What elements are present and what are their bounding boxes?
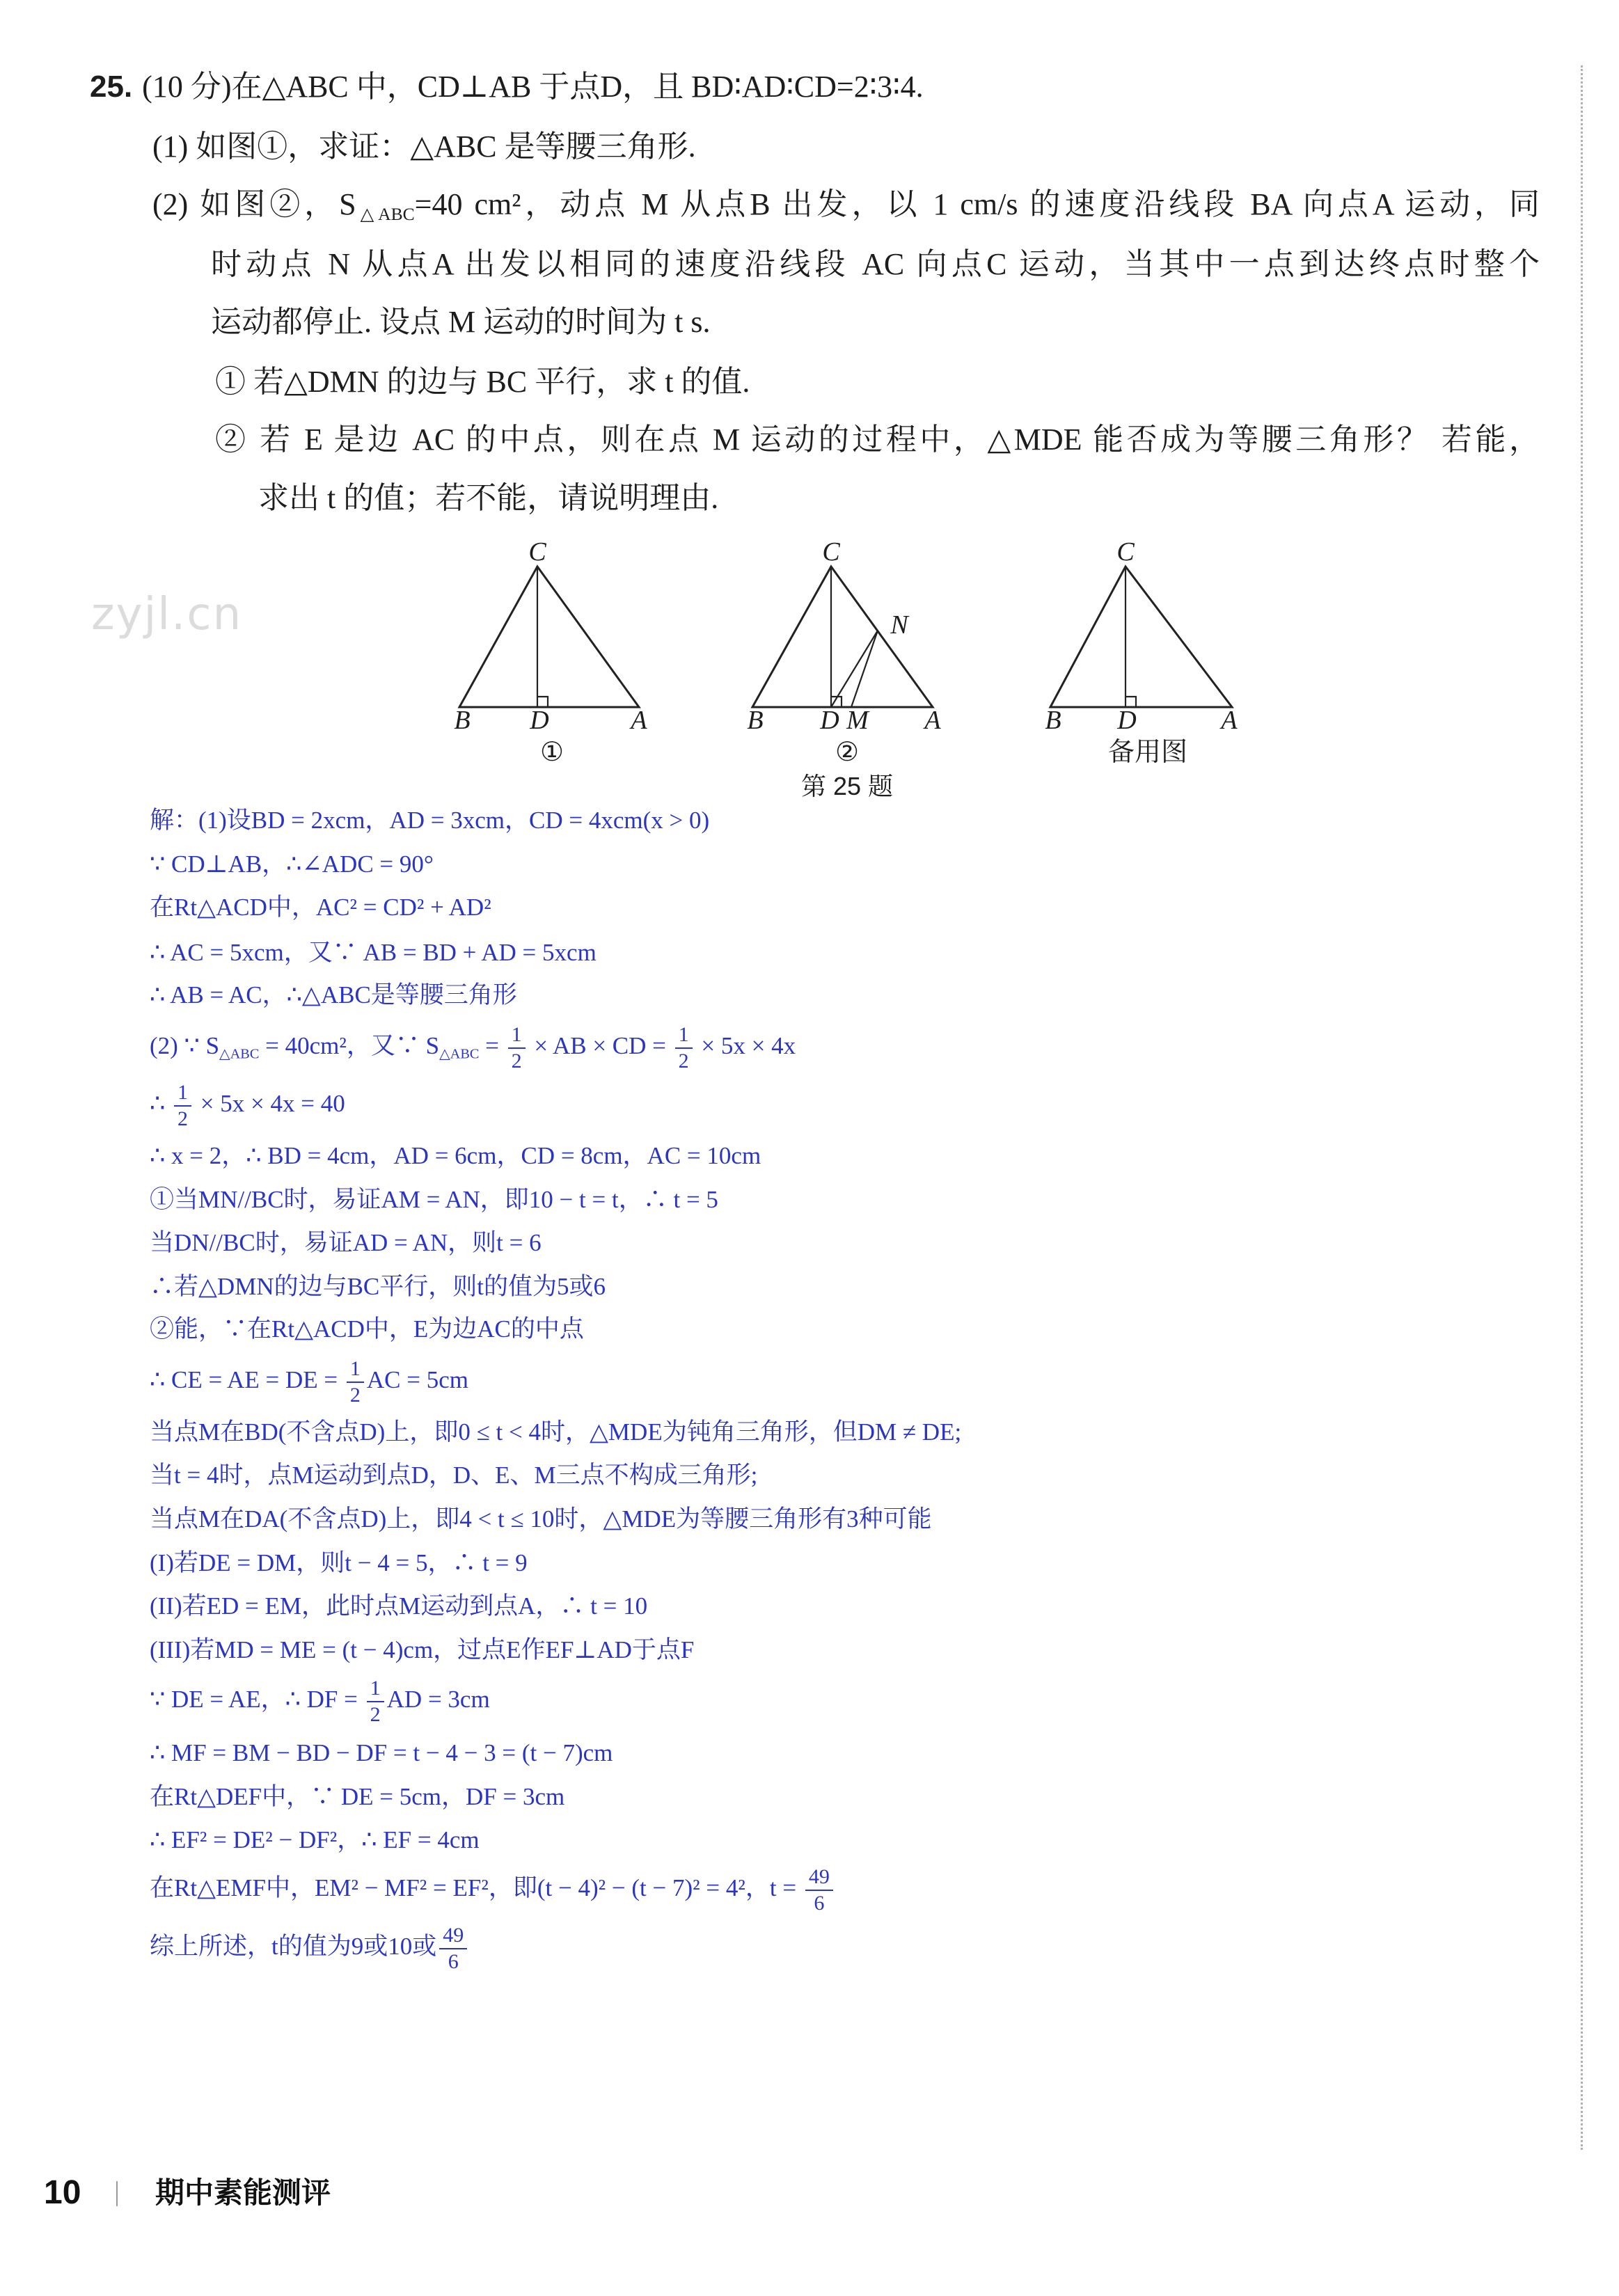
solution-text: ∴ bbox=[150, 1090, 172, 1117]
solution-text: × AB × CD = bbox=[528, 1032, 672, 1059]
fraction-denominator: 6 bbox=[814, 1891, 825, 1915]
problem-part2-line1 bbox=[152, 185, 1540, 224]
problem-part2-line3: 运动都停止. 设点 M 运动的时间为 t s. bbox=[211, 305, 711, 339]
solution-line-14: 当点M在BD(不含点D)上，即0 ≤ t < 4时，△MDE为钝角三角形，但DM ≠ DE; bbox=[150, 1418, 962, 1446]
solution-line-18: (II)若ED = EM，此时点M运动到点A，∴ t = 10 bbox=[150, 1592, 648, 1620]
solution-line-5: ∴ AB = AC，∴△ABC是等腰三角形 bbox=[150, 981, 517, 1008]
label-d: D bbox=[820, 706, 839, 735]
problem-part1: (1) 如图①，求证：△ABC 是等腰三角形. bbox=[152, 129, 696, 164]
fraction bbox=[508, 1024, 526, 1072]
solution-line-7 bbox=[150, 1076, 345, 1132]
label-d: D bbox=[1117, 706, 1137, 735]
solution-line-8: ∴ x = 2，∴ BD = 4cm，AD = 6cm，CD = 8cm，AC = 10cm bbox=[150, 1142, 761, 1169]
fraction bbox=[439, 1925, 467, 1972]
solution-line-4: ∴ AC = 5xcm，又∵ AB = BD + AD = 5xcm bbox=[150, 939, 597, 966]
fraction-numerator: 1 bbox=[367, 1678, 384, 1702]
triangle-abc bbox=[459, 567, 639, 707]
solution-line-15: 当t = 4时，点M运动到点D，D、E、M三点不构成三角形; bbox=[150, 1462, 758, 1489]
solution-line-13 bbox=[150, 1352, 468, 1408]
fraction-numerator: 1 bbox=[508, 1024, 526, 1049]
solution-line-11: ∴若△DMN的边与BC平行，则t的值为5或6 bbox=[150, 1273, 606, 1300]
page-number: 10 bbox=[44, 2174, 81, 2211]
solution-line-6 bbox=[150, 1018, 796, 1082]
margin-dotted-rule bbox=[1581, 65, 1583, 2150]
solution-line-17: (I)若DE = DM，则t − 4 = 5，∴ t = 9 bbox=[150, 1549, 528, 1576]
solution-text: = 40cm²，又∵ S bbox=[259, 1032, 440, 1059]
problem-intro: (10 分)在△ABC 中，CD⊥AB 于点D，且 BD∶AD∶CD=2∶3∶4. bbox=[142, 70, 924, 104]
label-c: C bbox=[1116, 537, 1135, 567]
footer-divider bbox=[116, 2181, 118, 2206]
label-b: B bbox=[1045, 706, 1061, 735]
triangle-abc bbox=[1050, 567, 1232, 707]
fraction-denominator: 2 bbox=[511, 1049, 522, 1072]
figure-25 bbox=[418, 529, 1295, 807]
solution-text: AC = 5cm bbox=[366, 1366, 468, 1393]
solution-line-10: 当DN//BC时，易证AD = AN，则t = 6 bbox=[150, 1229, 542, 1256]
label-a: A bbox=[1221, 706, 1238, 735]
label-a: A bbox=[631, 706, 647, 735]
solution-line-20 bbox=[150, 1672, 490, 1727]
solution-text: AD = 3cm bbox=[386, 1686, 490, 1713]
fraction bbox=[805, 1864, 833, 1915]
fraction-numerator: 49 bbox=[805, 1867, 833, 1891]
solution-line-25 bbox=[150, 1919, 470, 1974]
label-c: C bbox=[528, 537, 546, 567]
solution-line-21: ∴ MF = BM − BD − DF = t − 4 − 3 = (t − 7)cm bbox=[150, 1739, 613, 1766]
part2-text-a: (2) 如图②，S bbox=[152, 187, 356, 221]
part2-text-b: =40 cm²，动点 M 从点B 出发，以 1 cm/s 的速度沿线段 BA 向点A 运动，同 bbox=[414, 187, 1540, 221]
solution-text: × 5x × 4x = 40 bbox=[194, 1090, 345, 1117]
fraction-denominator: 2 bbox=[349, 1383, 361, 1407]
figure-1-caption: ① bbox=[539, 736, 564, 767]
figure-3 bbox=[1045, 537, 1238, 767]
fraction-numerator: 1 bbox=[347, 1359, 364, 1383]
solution-text: ∴ CE = AE = DE = bbox=[150, 1366, 344, 1393]
problem-question2-line1: ② 若 E 是边 AC 的中点，则在点 M 运动的过程中，△MDE 能否成为等腰三角形？ 若能， bbox=[215, 422, 1540, 457]
fraction-denominator: 2 bbox=[177, 1107, 189, 1130]
figure-2-caption: ② bbox=[835, 736, 860, 767]
label-b: B bbox=[454, 706, 471, 735]
figure-2 bbox=[747, 537, 941, 767]
problem-question2-line2: 求出 t 的值；若不能，请说明理由. bbox=[258, 481, 719, 515]
fraction-numerator: 1 bbox=[174, 1082, 191, 1107]
label-a: A bbox=[924, 706, 941, 735]
fraction bbox=[675, 1024, 693, 1072]
solution-text: × 5x × 4x bbox=[695, 1032, 796, 1059]
solution-text: ∵ DE = AE，∴ DF = bbox=[150, 1686, 364, 1713]
solution-line-1: 解：(1)设BD = 2xcm，AD = 3xcm，CD = 4xcm(x > 0) bbox=[150, 807, 710, 834]
solution-text: 综上所述，t的值为9或10或 bbox=[150, 1933, 437, 1960]
fraction bbox=[347, 1356, 364, 1407]
solution-line-3: 在Rt△ACD中，AC² = CD² + AD² bbox=[150, 894, 491, 921]
solution-line-12: ②能，∵在Rt△ACD中，E为边AC的中点 bbox=[150, 1315, 584, 1343]
problem-stem bbox=[90, 68, 924, 106]
label-m: M bbox=[846, 706, 869, 735]
subscript: △ABC bbox=[219, 1046, 260, 1062]
watermark: zyjl.cn bbox=[91, 589, 243, 640]
label-d: D bbox=[530, 706, 549, 735]
problem-question1: ① 若△DMN 的边与 BC 平行，求 t 的值. bbox=[215, 365, 750, 399]
solution-line-2: ∵ CD⊥AB，∴∠ADC = 90° bbox=[150, 850, 434, 878]
fraction-denominator: 2 bbox=[678, 1049, 689, 1072]
fraction-denominator: 6 bbox=[448, 1949, 459, 1973]
label-n: N bbox=[890, 610, 908, 640]
solution-text: = bbox=[479, 1032, 505, 1059]
fraction bbox=[174, 1082, 191, 1130]
segment-dn bbox=[831, 631, 878, 707]
section-title: 期中素能测评 bbox=[155, 2176, 331, 2209]
solution-line-22: 在Rt△DEF中，∵ DE = 5cm，DF = 3cm bbox=[150, 1783, 565, 1810]
solution-text: 在Rt△EMF中，EM² − MF² = EF²，即(t − 4)² − (t − 7)² = 4²，t = bbox=[150, 1874, 803, 1901]
label-b: B bbox=[747, 706, 764, 735]
fraction-denominator: 2 bbox=[370, 1702, 381, 1726]
fraction-numerator: 49 bbox=[439, 1925, 467, 1949]
problem-number: 25. bbox=[90, 70, 133, 104]
figure-1 bbox=[454, 537, 647, 767]
fraction bbox=[367, 1678, 384, 1725]
fraction-numerator: 1 bbox=[675, 1024, 693, 1049]
part2-subscript: △ABC bbox=[356, 204, 415, 224]
solution-line-16: 当点M在DA(不含点D)上，即4 < t ≤ 10时，△MDE为等腰三角形有3种可能 bbox=[150, 1505, 932, 1533]
solution-line-24 bbox=[150, 1860, 836, 1916]
solution-line-23: ∴ EF² = DE² − DF²，∴ EF = 4cm bbox=[150, 1826, 480, 1853]
figure-title: 第 25 题 bbox=[800, 772, 894, 800]
solution-line-9: ①当MN//BC时，易证AM = AN，即10 − t = t，∴ t = 5 bbox=[150, 1186, 718, 1213]
subscript: △ABC bbox=[439, 1046, 480, 1062]
solution-text: (2) ∵ S bbox=[150, 1032, 220, 1059]
figure-3-caption: 备用图 bbox=[1107, 736, 1188, 767]
label-c: C bbox=[822, 537, 840, 567]
problem-part2-line2: 时动点 N 从点A 出发以相同的速度沿线段 AC 向点C 运动，当其中一点到达终点时整个 bbox=[211, 247, 1540, 281]
solution-line-19: (III)若MD = ME = (t − 4)cm，过点E作EF⊥AD于点F bbox=[150, 1636, 695, 1663]
